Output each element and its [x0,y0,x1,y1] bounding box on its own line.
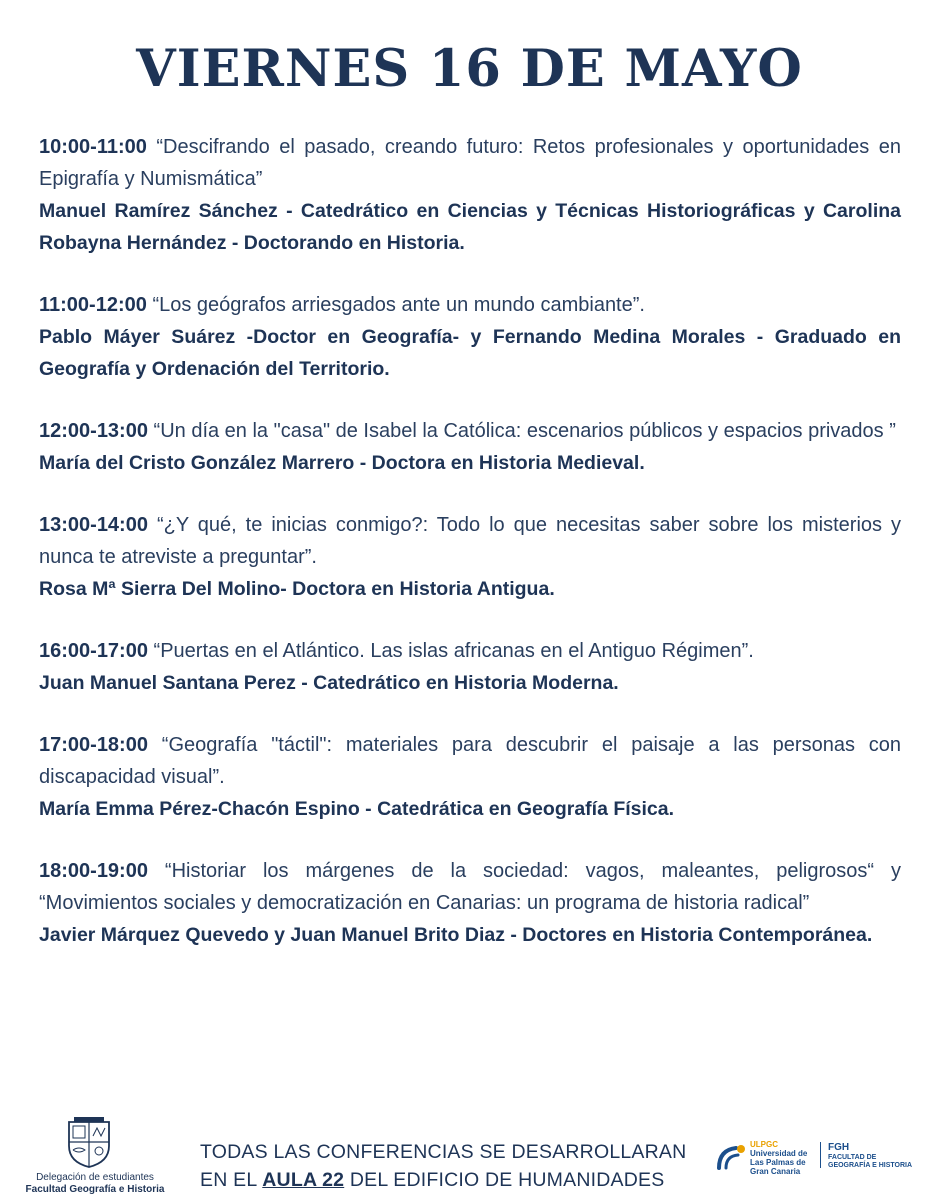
session-time: 12:00-13:00 [39,420,148,442]
notice-line-2 [200,1166,700,1194]
session-time: 17:00-18:00 [39,734,148,756]
session-description [39,729,901,793]
session-description [39,635,901,667]
ulpgc-name-1: Universidad de [750,1149,808,1158]
institution-logos [716,1136,916,1176]
session-speakers: María Emma Pérez-Chacón Espino - Catedrática en Geografía Física. [39,798,675,820]
session-description [39,131,901,195]
session-talk: “¿Y qué, te inicias conmigo?: Todo lo que necesitas saber sobre los misterios y nunca te atreviste a preguntar”. [39,514,901,568]
session-talk: “Los geógrafos arriesgados ante un mundo cambiante”. [152,294,645,316]
fgh-name-2: GEOGRAFÍA E HISTORIA [828,1162,913,1169]
notice-prefix: EN EL [200,1169,257,1191]
session-talk: “Historiar los márgenes de la sociedad: vagos, maleantes, peligrosos“ y “Movimientos sociales y democratización en Canarias: un programa de historia radical” [39,860,901,914]
session-talk: “Descifrando el pasado, creando futuro: Retos profesionales y oportunidades en Epigrafía y Numismática” [39,136,901,190]
session-speakers: Juan Manuel Santana Perez - Catedrático en Historia Moderna. [39,672,619,694]
session-speakers: Manuel Ramírez Sánchez - Catedrático en Ciencias y Técnicas Historiográficas y Carolina Robayna Hernández - Doctorando en Historia. [39,200,901,254]
session-time: 16:00-17:00 [39,640,148,662]
faculty-crest-icon [66,1116,112,1168]
ulpgc-logo-icon [716,1142,748,1172]
session-time: 13:00-14:00 [39,514,148,536]
session-4 [39,509,901,605]
session-speakers: Rosa Mª Sierra Del Molino- Doctora en Historia Antigua. [39,578,555,600]
faculty-text: Facultad Geografía e Historia [25,1184,165,1195]
notice-suffix: DEL EDIFICIO DE HUMANIDADES [349,1169,665,1191]
session-description [39,415,901,447]
session-5 [39,635,901,699]
ulpgc-name-2: Las Palmas de [750,1158,806,1167]
session-speakers: María del Cristo González Marrero - Doctora en Historia Medieval. [39,452,645,474]
session-time: 10:00-11:00 [39,136,147,158]
session-speakers: Pablo Máyer Suárez -Doctor en Geografía- y Fernando Medina Morales - Graduado en Geografía y Ordenación del Territorio. [39,326,901,380]
session-talk: “Un día en la "casa" de Isabel la Católica: escenarios públicos y espacios privados ” [153,420,896,442]
venue-notice [200,1138,700,1194]
session-2 [39,289,901,385]
room-number: AULA 22 [262,1169,345,1191]
session-7 [39,855,901,951]
page-title: VIERNES 16 DE MAYO [136,39,803,99]
fgh-text [828,1142,912,1170]
session-talk: “Geografía "táctil": materiales para descubrir el paisaje a las personas con discapacidad visual”. [39,734,902,788]
session-1 [39,131,901,259]
session-description [39,855,901,919]
ulpgc-name-3: Gran Canaria [750,1167,801,1176]
footer [0,1108,939,1200]
fgh-code: FGH [828,1142,850,1153]
ulpgc-code: ULPGC [750,1140,778,1149]
schedule [39,131,901,951]
session-3 [39,415,901,479]
session-6 [39,729,901,825]
session-description [39,509,901,573]
delegation-label [10,1172,180,1196]
session-time: 11:00-12:00 [39,294,147,316]
notice-line-1: TODAS LAS CONFERENCIAS SE DESARROLLARAN [200,1141,687,1163]
session-talk: “Puertas en el Atlántico. Las islas africanas en el Antiguo Régimen”. [153,640,754,662]
ulpgc-text [750,1140,807,1176]
session-speakers: Javier Márquez Quevedo y Juan Manuel Brito Diaz - Doctores en Historia Contemporánea. [39,924,873,946]
session-time: 18:00-19:00 [39,860,148,882]
fgh-name-1: FACULTAD DE [828,1154,877,1161]
delegation-text: Delegación de estudiantes [36,1172,154,1183]
session-description [39,289,901,321]
logo-divider [820,1142,821,1168]
